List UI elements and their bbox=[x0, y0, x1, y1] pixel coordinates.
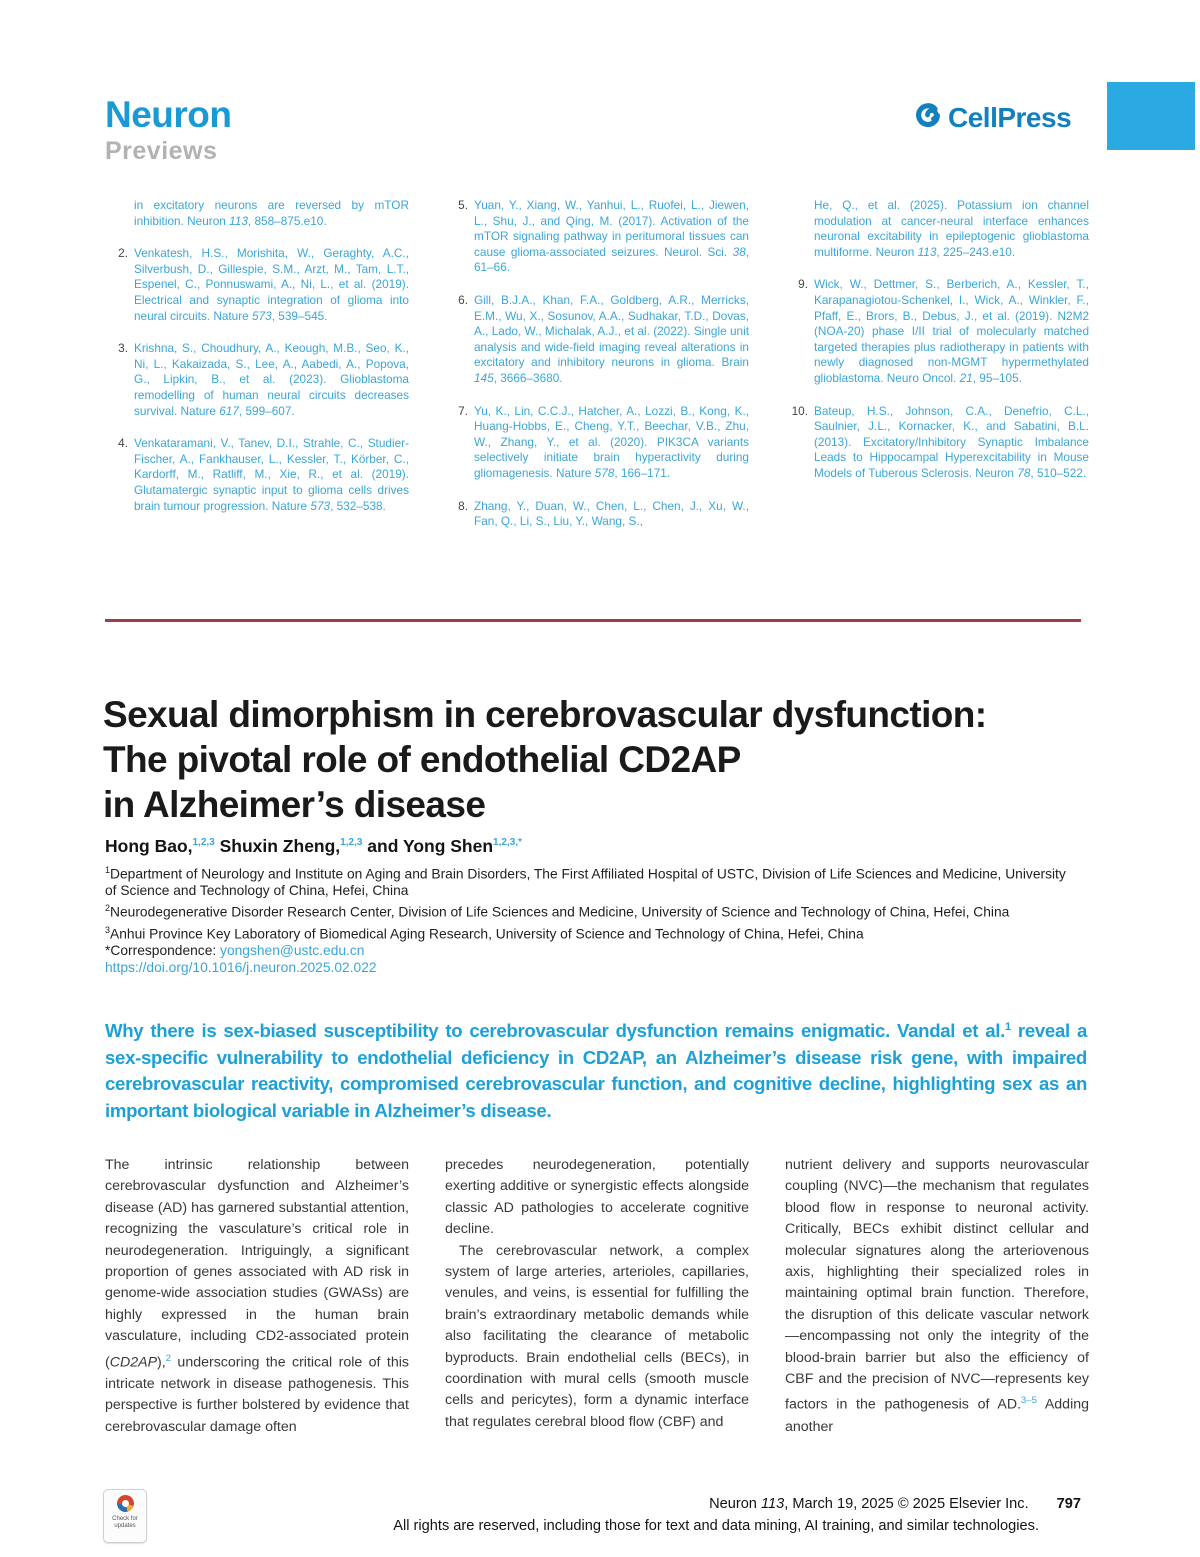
article-title bbox=[103, 692, 987, 827]
correspondence-line bbox=[105, 943, 1067, 960]
affiliation-3: $^3$Anhui Province Key Laboratory of Biomedical Aging Research, University of Science and Technology of China, Hefei, China bbox=[105, 924, 864, 942]
reference-item bbox=[105, 436, 409, 514]
title-line-3: in Alzheimer’s disease bbox=[103, 784, 486, 825]
doi-link[interactable]: https://doi.org/10.1016/j.neuron.2025.02.022 bbox=[105, 959, 377, 975]
reference-text[interactable]: Krishna, S., Choudhury, A., Keough, M.B., Seo, K., Ni, L., Kakaizada, S., Lee, A., Aabedi, A., Popova, G., Lipkin, B., et al. (2023). Glioblastoma remodelling of human neural circuits decreases survival. Nature 617, 599–607. bbox=[134, 341, 409, 418]
body-column-3 bbox=[785, 1155, 1089, 1438]
reference-number: 2. bbox=[118, 246, 128, 261]
correspondence-label: *Correspondence: bbox=[105, 942, 221, 958]
reference-item bbox=[445, 198, 749, 276]
reference-item bbox=[445, 499, 749, 530]
affiliation-2: $^2$Neurodegenerative Disorder Research Center, Division of Life Sciences and Medicine, University of Science and Technology of China, Hefei, China bbox=[105, 903, 1010, 920]
reference-number: 8. bbox=[458, 498, 468, 513]
journal-logo: Neuron bbox=[105, 94, 232, 135]
cellpress-swirl-icon bbox=[913, 100, 943, 135]
references-column-3 bbox=[785, 198, 1089, 547]
reference-number: 9. bbox=[798, 277, 808, 292]
reference-number bbox=[105, 198, 128, 229]
reference-number: 7. bbox=[458, 403, 468, 418]
references-column-2 bbox=[445, 198, 749, 547]
reference-text[interactable]: Venkataramani, V., Tanev, D.I., Strahle, C., Studier-Fischer, A., Fankhauser, L., Kessler, T., Körber, C., Kardorff, M., Ratliff, M., Xie, R., et al. (2019). Glutamatergic synaptic input to glioma cells drives brain tumour progression. Nature 573, 532–538. bbox=[134, 436, 409, 513]
doi-line bbox=[105, 960, 1067, 977]
abstract-text: Why there is sex-biased susceptibility to cerebrovascular dysfunction remains enigmatic. Vandal et al.$^1$ reveal a sex-specific vulnerability to endothelial deficiency in CD2AP, an Alzheimer’s disease risk gene, with impaired cerebrovascular reactivity, compromised cerebrovascular function, and cognitive decline, highlighting sex as an important biological variable in Alzheimer’s disease. bbox=[105, 1020, 1087, 1121]
reference-number: 10. bbox=[791, 403, 808, 418]
page-number: 797 bbox=[1056, 1496, 1081, 1512]
reference-text[interactable]: Yu, K., Lin, C.C.J., Hatcher, A., Lozzi, B., Kong, K., Huang-Hobbs, E., Cheng, Y.T., Beechar, V.B., Zhu, W., Zhang, Y., et al. (2020). PIK3CA variants selectively initiate brain hyperactivity during gliomagenesis. Nature 578, 166–171. bbox=[474, 403, 749, 480]
article-body bbox=[105, 1155, 1090, 1438]
reference-text[interactable]: Wick, W., Dettmer, S., Berberich, A., Kessler, T., Karapanagiotou-Schenkel, I., Wick, A., Winkler, F., Pfaff, E., Brors, B., Debus, J., et al. (2019). N2M2 (NOA-20) phase I/II trial of molecularly matched targeted therapies plus radiotherapy in patients with newly diagnosed non-MGMT hypermethylated glioblastoma. Neuro Oncol. 21, 95–105. bbox=[814, 277, 1089, 385]
body-paragraph: nutrient delivery and supports neurovascular coupling (NVC)—the mechanism that regulates blood flow in response to neuronal activity. Critically, BECs exhibit distinct cellular and molecular signatures along the arteriovenous axis, highlighting their specialized roles in maintaining optimal brain function. Therefore, the disruption of this delicate vascular network—encompassing not only the integrity of the blood-brain barrier but also the efficiency of CBF and the precision of NVC—represents key factors in the pathogenesis of AD.$^{3-5}$ Adding another bbox=[785, 1157, 1089, 1435]
reference-text[interactable]: He, Q., et al. (2025). Potassium ion channel modulation at cancer-neural interface enhances neuronal excitability in epileptogenic glioblastoma multiforme. Neuron 113, 225–243.e10. bbox=[814, 198, 1089, 259]
section-label: Previews bbox=[105, 137, 218, 165]
body-paragraph: precedes neurodegeneration, potentially exerting additive or synergistic effects alongside classic AD pathologies to accelerate cognitive decline. bbox=[445, 1157, 749, 1238]
reference-item bbox=[105, 341, 409, 419]
title-line-1: Sexual dimorphism in cerebrovascular dysfunction: bbox=[103, 694, 987, 735]
rights-statement: All rights are reserved, including those for text and data mining, AI training, and similar technologies. bbox=[393, 1518, 1039, 1534]
section-divider bbox=[105, 619, 1081, 622]
body-paragraph: The intrinsic relationship between cerebrovascular dysfunction and Alzheimer’s disease (AD) has garnered substantial attention, recognizing the vasculature’s critical role in neurodegeneration. Intriguingly, a significant proportion of genes associated with AD risk in genome-wide association studies (GWASs) are highly expressed in the human brain vasculature, including CD2-associated protein (CD2AP),$^2$ underscoring the critical role of this intricate network in disease pathogenesis. This perspective is further bolstered by evidence that cerebrovascular damage often bbox=[105, 1157, 409, 1435]
references-column-1 bbox=[105, 198, 409, 547]
reference-number bbox=[785, 198, 808, 260]
author-list: Hong Bao,$^{1,2,3}$ Shuxin Zheng,$^{1,2,3}$ and Yong Shen$^{1,2,3,*}$ bbox=[105, 836, 522, 856]
reference-item bbox=[445, 293, 749, 387]
reference-text[interactable]: Venkatesh, H.S., Morishita, W., Geraghty, A.C., Silverbush, D., Gillespie, S.M., Arzt, M., Tam, L.T., Espenel, C., Ponnuswami, A., Ni, L., et al. (2019). Electrical and synaptic integration of glioma into neural circuits. Nature 573, 539–545. bbox=[134, 246, 409, 323]
references-section bbox=[105, 198, 1090, 547]
journal-brand bbox=[105, 94, 232, 166]
correspondence-email[interactable]: yongshen@ustc.edu.cn bbox=[220, 942, 365, 958]
reference-text[interactable]: Zhang, Y., Duan, W., Chen, L., Chen, J., Xu, W., Fan, Q., Li, S., Liu, Y., Wang, S., bbox=[474, 498, 749, 529]
affiliations-block bbox=[105, 862, 1067, 977]
footer-citation-line bbox=[105, 1496, 1081, 1512]
page-corner-marker bbox=[1107, 82, 1195, 150]
reference-number: 6. bbox=[458, 292, 468, 307]
reference-text[interactable]: Gill, B.J.A., Khan, F.A., Goldberg, A.R., Merricks, E.M., Wu, X., Sosunov, A.A., Sudhakar, T.D., Dovas, A., Lado, W., Michalak, A.J., et al. (2022). Single unit analysis and wide-field imaging reveal alterations in excitatory and inhibitory neurons in glioma. Brain 145, 3666–3680. bbox=[474, 292, 749, 385]
affiliation-1: $^1$Department of Neurology and Institute on Aging and Brain Disorders, The First Affiliated Hospital of USTC, Division of Life Sciences and Medicine, University of Science and Technology of China, Hefei, China bbox=[105, 865, 1066, 899]
title-line-2: The pivotal role of endothelial CD2AP bbox=[103, 739, 741, 780]
reference-number: 4. bbox=[118, 436, 128, 451]
reference-item bbox=[105, 246, 409, 324]
cellpress-logo bbox=[913, 100, 1071, 135]
reference-item bbox=[785, 404, 1089, 482]
reference-text[interactable]: Bateup, H.S., Johnson, C.A., Denefrio, C.L., Saulnier, J.L., Kornacker, K., and Sabatini, B.L. (2013). Excitatory/Inhibitory Synaptic Imbalance Leads to Hippocampal Hyperexcitability in Mouse Models of Tuberous Sclerosis. Neuron 78, 510–522. bbox=[814, 403, 1089, 480]
reference-number: 5. bbox=[458, 198, 468, 212]
reference-item bbox=[105, 198, 409, 229]
body-column-2 bbox=[445, 1155, 749, 1438]
cellpress-wordmark: CellPress bbox=[948, 101, 1072, 133]
check-for-updates-label: Check for updates bbox=[112, 1516, 138, 1529]
reference-item bbox=[445, 404, 749, 482]
reference-item bbox=[785, 198, 1089, 260]
reference-item bbox=[785, 277, 1089, 386]
body-column-1 bbox=[105, 1155, 409, 1438]
reference-text[interactable]: Yuan, Y., Xiang, W., Yanhui, L., Ruofei, L., Jiewen, L., Shu, J., and Qing, M. (2017). Activation of the mTOR signaling pathway in peritumoral tissues can cause glioma-associated seizures. Neurol. Sci. 38, 61–66. bbox=[474, 198, 749, 275]
reference-text[interactable]: in excitatory neurons are reversed by mTOR inhibition. Neuron 113, 858–875.e10. bbox=[134, 198, 409, 228]
journal-issue-info: Neuron 113, March 19, 2025 © 2025 Elsevier Inc. bbox=[709, 1496, 1029, 1512]
reference-number: 3. bbox=[118, 341, 128, 356]
body-paragraph: The cerebrovascular network, a complex system of large arteries, arterioles, capillaries, venules, and veins, is essential for fulfilling the brain’s extraordinary metabolic demands while also facilitating the clearance of metabolic byproducts. Brain endothelial cells (BECs), in coordination with mural cells (smooth muscle cells and pericytes), form a dynamic interface that regulates cerebral blood flow (CBF) and bbox=[445, 1242, 749, 1430]
